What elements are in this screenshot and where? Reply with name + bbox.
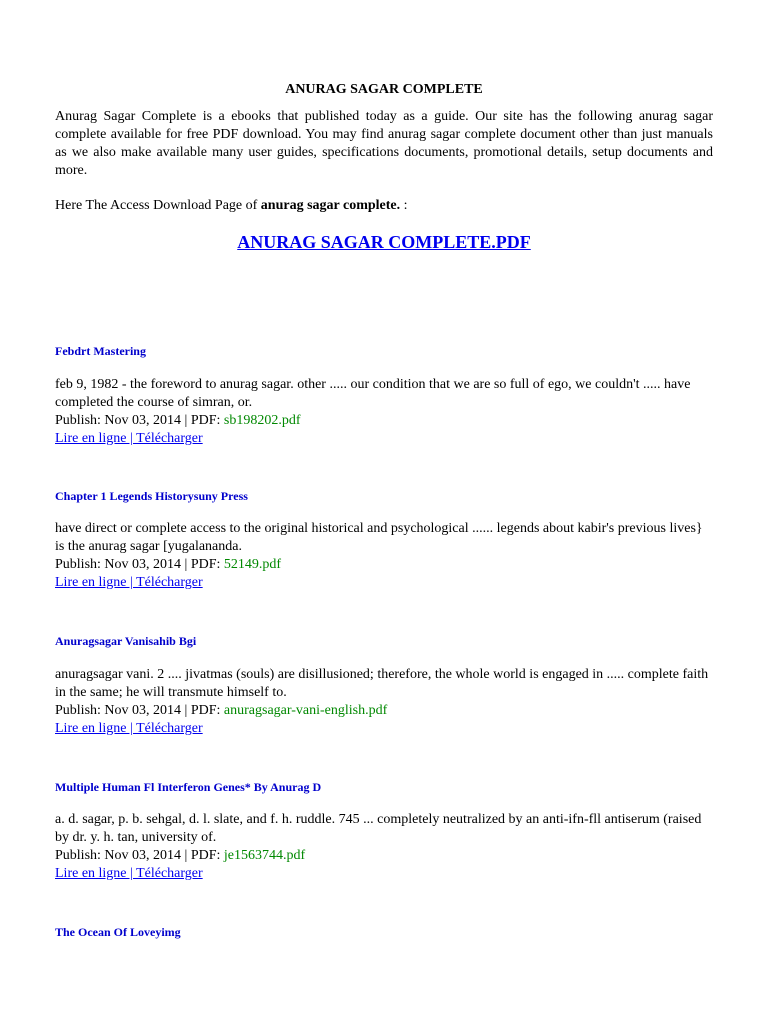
entry-links: [55, 574, 715, 592]
publish-label: Publish:: [55, 413, 105, 428]
entry-excerpt: a. d. sagar, p. b. sehgal, d. l. slate, and f. h. ruddle. 745 ... completely neutralized by an anti-ifn-fll antiserum (raised by dr. y. h. tan, university of.: [55, 812, 702, 845]
entry-body: [55, 666, 715, 738]
entry-excerpt: have direct or complete access to the original historical and psychological ...... legends about kabir's previous lives} is the anurag sagar [yugalananda.: [55, 521, 703, 554]
pdf-label: | PDF:: [181, 848, 224, 863]
entry-links: [55, 430, 715, 448]
access-bold: anurag sagar complete.: [260, 198, 401, 213]
intro-paragraph: Anurag Sagar Complete is a ebooks that published today as a guide. Our site has the following anurag sagar complete available for free PDF download. You may find anurag sagar complete document other than just manuals as we also make available many user guides, specifications documents, promotional details, setup documents and more.: [55, 109, 713, 178]
read-download-link[interactable]: Lire en ligne | Télécharger: [55, 721, 203, 736]
entry-title: Chapter 1 Legends Historysuny Press: [55, 489, 248, 503]
entry-meta: [55, 847, 715, 865]
access-prefix: Here The Access Download Page of: [55, 198, 261, 213]
entry-meta: [55, 412, 715, 430]
pdf-filename: anuragsagar-vani-english.pdf: [223, 703, 388, 718]
entry-links: [55, 720, 715, 738]
publish-label: Publish:: [55, 703, 105, 718]
entry-body: [55, 376, 715, 448]
publish-date: Nov 03, 2014: [104, 848, 182, 863]
entry-title: Multiple Human Fl Interferon Genes* By Anurag D: [55, 780, 322, 794]
publish-label: Publish:: [55, 848, 105, 863]
read-download-link[interactable]: Lire en ligne | Télécharger: [55, 575, 203, 590]
publish-date: Nov 03, 2014: [104, 703, 182, 718]
pdf-filename: je1563744.pdf: [223, 848, 306, 863]
entry-body: [55, 520, 715, 592]
read-download-link[interactable]: Lire en ligne | Télécharger: [55, 866, 203, 881]
entry-meta: [55, 556, 715, 574]
entry-title: Anuragsagar Vanisahib Bgi: [55, 634, 197, 648]
pdf-filename: sb198202.pdf: [223, 413, 301, 428]
access-line: [55, 198, 408, 214]
publish-date: Nov 03, 2014: [104, 557, 182, 572]
access-suffix: :: [400, 198, 408, 213]
read-download-link[interactable]: Lire en ligne | Télécharger: [55, 431, 203, 446]
publish-label: Publish:: [55, 557, 105, 572]
entry-excerpt: anuragsagar vani. 2 .... jivatmas (souls) are disillusioned; therefore, the whole world is engaged in ..... complete faith in the same; he will transmute himself to.: [55, 667, 709, 700]
main-download-link[interactable]: ANURAG SAGAR COMPLETE.PDF: [237, 232, 531, 252]
entry-body: [55, 811, 715, 883]
document-title: ANURAG SAGAR COMPLETE: [285, 82, 483, 97]
main-download-link-wrap: [0, 232, 768, 253]
entry-excerpt: feb 9, 1982 - the foreword to anurag sagar. other ..... our condition that we are so full of ego, we couldn't ..... have completed the course of simran, or.: [55, 377, 691, 410]
entry-title: Febdrt Mastering: [55, 344, 146, 358]
pdf-filename: 52149.pdf: [223, 557, 282, 572]
entry-meta: [55, 702, 715, 720]
pdf-label: | PDF:: [181, 557, 224, 572]
publish-date: Nov 03, 2014: [104, 413, 182, 428]
pdf-label: | PDF:: [181, 413, 224, 428]
pdf-label: | PDF:: [181, 703, 224, 718]
entry-title: The Ocean Of Loveyimg: [55, 925, 181, 939]
entry-links: [55, 865, 715, 883]
